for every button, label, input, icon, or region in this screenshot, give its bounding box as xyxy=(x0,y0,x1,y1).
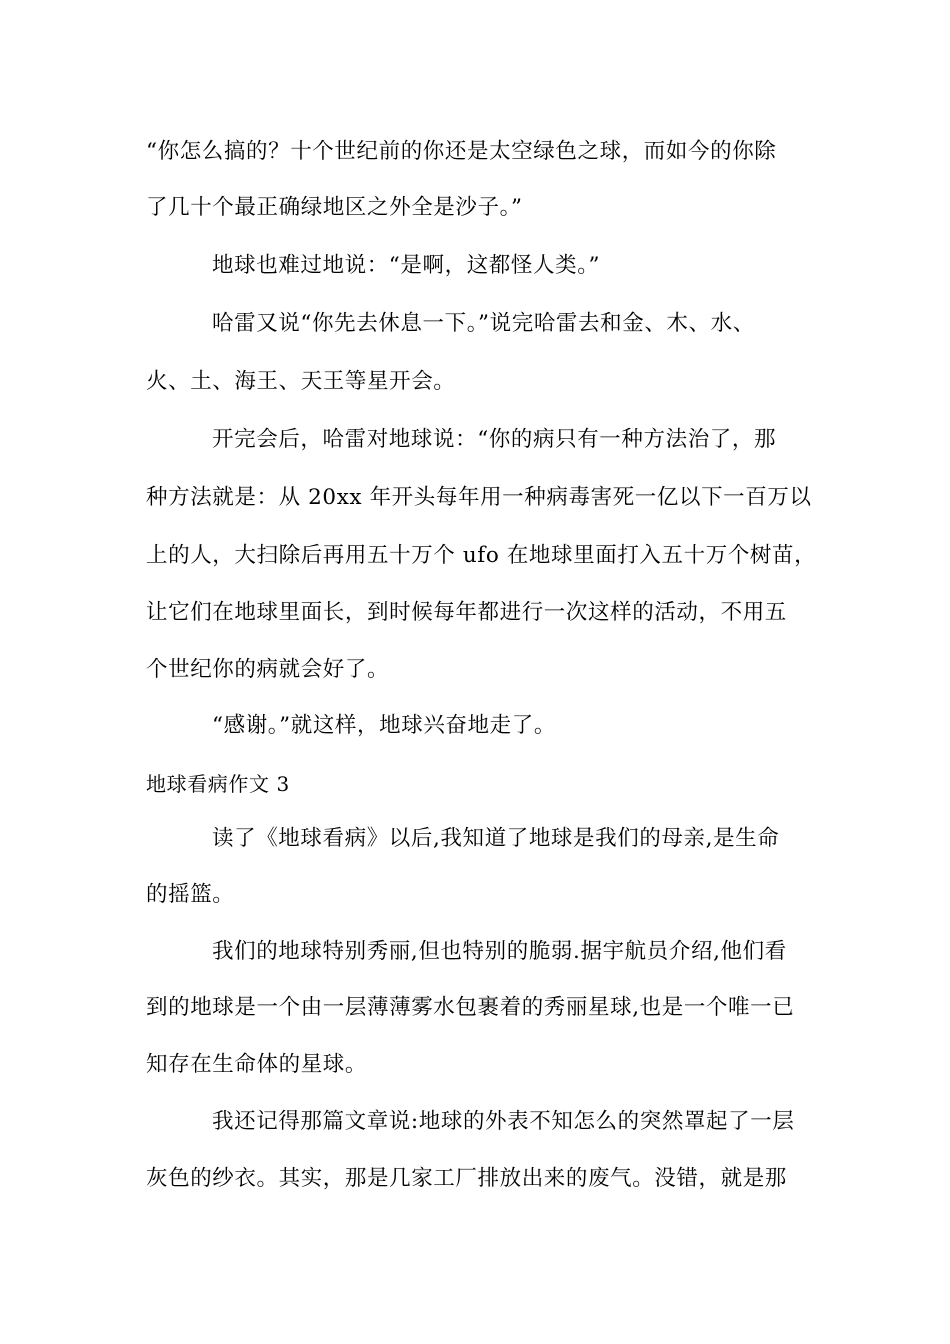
paragraph-line: 知存在生命体的星球。 xyxy=(146,1052,368,1077)
paragraph-line: 哈雷又说“你先去休息一下。”说完哈雷去和金、木、水、 xyxy=(212,311,755,336)
paragraph-line: 我们的地球特别秀丽,但也特别的脆弱.据宇航员介绍,他们看 xyxy=(212,939,787,964)
paragraph-line: “感谢。”就这样，地球兴奋地走了。 xyxy=(212,713,556,738)
paragraph-line: 读了《地球看病》以后,我知道了地球是我们的母亲,是生命 xyxy=(212,826,780,851)
paragraph-line: 我还记得那篇文章说:地球的外表不知怎么的突然罩起了一层 xyxy=(212,1109,795,1134)
paragraph-line: 种方法就是：从 20xx 年开头每年用一种病毒害死一亿以下一百万以 xyxy=(146,485,812,510)
paragraph-line: 火、土、海王、天王等星开会。 xyxy=(146,369,456,394)
paragraph-line: 的摇篮。 xyxy=(146,882,235,907)
paragraph-line: “你怎么搞的？十个世纪前的你还是太空绿色之球，而如今的你除 xyxy=(146,139,777,164)
paragraph-line: 灰色的纱衣。其实，那是几家工厂排放出来的废气。没错，就是那 xyxy=(146,1166,787,1191)
paragraph-line: 地球也难过地说：“是啊，这都怪人类。” xyxy=(212,253,601,278)
paragraph-line: 了几十个最正确绿地区之外全是沙子。” xyxy=(146,195,523,220)
section-heading: 地球看病作文 3 xyxy=(146,772,290,796)
paragraph-line: 上的人，大扫除后再用五十万个 ufo 在地球里面打入五十万个树苗， xyxy=(146,543,817,568)
paragraph-line: 开完会后，哈雷对地球说：“你的病只有一种方法治了，那 xyxy=(212,427,777,452)
paragraph-line: 个世纪你的病就会好了。 xyxy=(146,657,390,682)
paragraph-line: 让它们在地球里面长，到时候每年都进行一次这样的活动，不用五 xyxy=(146,600,787,625)
paragraph-line: 到的地球是一个由一层薄薄雾水包裹着的秀丽星球,也是一个唯一已 xyxy=(146,995,795,1020)
